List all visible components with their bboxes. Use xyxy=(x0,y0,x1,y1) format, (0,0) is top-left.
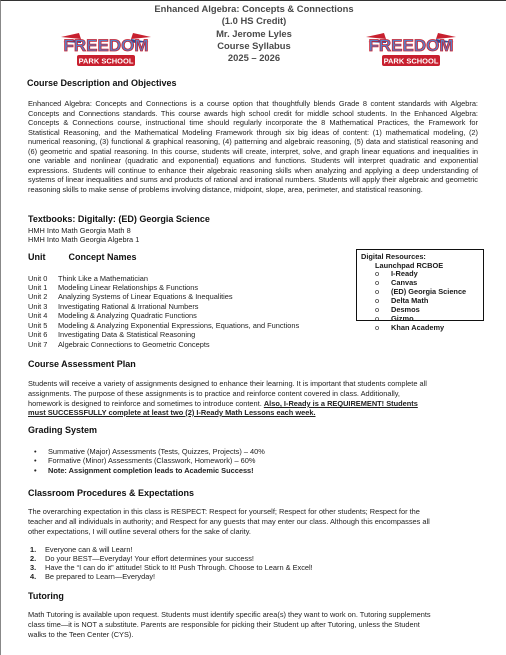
i-ready-requirement: Also, I-Ready is a REQUIREMENT! Students xyxy=(263,399,418,408)
svg-text:FREEDOM: FREEDOM xyxy=(63,36,149,55)
description-title: Course Description and Objectives xyxy=(27,78,177,88)
unit-row: Unit 0 Think Like a Mathematician xyxy=(28,274,148,283)
grading-item-formative: • Formative (Minor) Assessments (Classwork, Homework) – 60% xyxy=(34,456,256,465)
procedures-line: other expectations, I will outline several others for the sake of clarity. xyxy=(28,527,251,536)
i-ready-requirement-detail: must SUCCESSFULLY complete at least two (2) I-Ready Math Lessons each week. xyxy=(28,408,316,417)
unit-row: Unit 7 Algebraic Connections to Geometric Concepts xyxy=(28,340,210,349)
procedures-line: The overarching expectation in this class is RESPECT: Respect for yourself; Respect for other students; Respect for the xyxy=(28,507,420,516)
resource-item-ed-georgia-science: o (ED) Georgia Science xyxy=(375,287,467,296)
unit-row: Unit 5 Modeling & Analyzing Exponential Expressions, Equations, and Functions xyxy=(28,321,300,330)
procedures-line: teacher and all individuals in authority; and Respect for any guests that may enter our class. Although this encompasses all xyxy=(28,517,430,526)
units-header-names: Concept Names xyxy=(68,252,137,262)
grading-item-summative: • Summative (Major) Assessments (Tests, Quizzes, Projects) – 40% xyxy=(34,447,265,456)
expectation-item: 1. Everyone can & will Learn! xyxy=(30,545,133,554)
textbooks-title: Textbooks: Digitally: (ED) Georgia Science xyxy=(28,214,210,224)
unit-row: Unit 6 Investigating Data & Statistical Reasoning xyxy=(28,330,196,339)
course-title: Enhanced Algebra: Concepts & Connections xyxy=(154,3,354,14)
freedom-park-school-logo-right xyxy=(364,27,458,71)
digital-resources-title: Digital Resources: xyxy=(361,252,426,261)
resource-item-khan-academy: o Khan Academy xyxy=(375,323,445,332)
description-body: Enhanced Algebra: Concepts and Connections is a course option that thoughtfully blends Grade 8 content standards with Algebra: Concepts and Connections standards. This course awards high school credit for middle school students. In the Enhanced Algebra: Concepts & Connections course, instructional time should regularly incorporate the 8 Mathematical Practices, the Framework for Statistical Reasoning, and the Mathematical Modeling Framework through six big ideas of content: (1) mathematical modeling, (2) numerical reasoning, (3) functional & graphical reasoning, (4) patterning and algebraic reasoning, (5) data and statistical reasoning and (6) geometric and spatial reasoning. In this course, students will create, interpret, solve, and graph linear equations and inequalities in one variable and nonlinear (quadratic and exponential) equations and functions. Students will interpret quadratic and exponential expressions. Students will continue to enhance their algebraic reasoning skills when analyzing and applying a deep understanding of systems of linear inequalities and sums and products of rational and irrational numbers. Students will apply their algebraic and geometric reasoning skills to make sense of problems involving distance, midpoint, slope, area, perimeter, and statistical reasoning. xyxy=(28,99,478,194)
document-type: Course Syllabus xyxy=(217,39,291,51)
assessment-title: Course Assessment Plan xyxy=(28,359,136,369)
teacher-name: Mr. Jerome Lyles xyxy=(216,27,292,39)
course-header xyxy=(131,3,377,64)
digital-resources-box xyxy=(356,249,484,332)
units-header xyxy=(28,252,137,262)
grading-title: Grading System xyxy=(28,425,98,435)
tutoring-line: walks to the Teen Center (CYS). xyxy=(28,630,134,639)
unit-row: Unit 2 Analyzing Systems of Linear Equations & Inequalities xyxy=(28,292,233,301)
resource-item-canvas: o Canvas xyxy=(375,278,418,287)
resource-item-delta-math: o Delta Math xyxy=(375,296,429,305)
assessment-line: Students will receive a variety of assignments designed to enhance their learning. It is important that students complete all xyxy=(28,379,427,388)
tutoring-line: class time—it is NOT a substitute. Parents are responsible for picking their Student up after Tutoring, unless the Student xyxy=(28,620,420,629)
expectation-item: 3. Have the “I can do it” attitude! Stick to It! Push Through. Choose to Learn & Excel! xyxy=(30,563,313,572)
assessment-line: assignments. The purpose of these assignments is to practice and reinforce content covered in class. Additionally, xyxy=(28,389,400,398)
unit-row: Unit 1 Modeling Linear Relationships & Functions xyxy=(28,283,199,292)
expectation-item: 4. Be prepared to Learn—Everyday! xyxy=(30,572,156,581)
resource-item-desmos: o Desmos xyxy=(375,305,420,314)
textbook-item: HMH Into Math Georgia Algebra 1 xyxy=(28,235,140,244)
svg-text:PARK SCHOOL: PARK SCHOOL xyxy=(383,56,439,66)
unit-row: Unit 3 Investigating Rational & Irrational Numbers xyxy=(28,302,199,311)
units-header-unit: Unit xyxy=(28,252,46,262)
school-year: 2025 – 2026 xyxy=(227,52,281,64)
procedures-title: Classroom Procedures & Expectations xyxy=(28,488,195,498)
digital-resources-subtitle: Launchpad RCBOE xyxy=(375,261,444,270)
course-credit: (1.0 HS Credit) xyxy=(221,15,287,27)
textbook-item: HMH Into Math Georgia Math 8 xyxy=(28,226,131,235)
resource-item-i-ready: o I-Ready xyxy=(375,269,418,278)
svg-text:PARK SCHOOL: PARK SCHOOL xyxy=(78,56,134,66)
unit-row: Unit 4 Modeling & Analyzing Quadratic Functions xyxy=(28,311,197,320)
expectation-item: 2. Do your BEST—Everyday! Your effort determines your success! xyxy=(30,554,254,563)
svg-text:FREEDOM: FREEDOM xyxy=(368,36,454,55)
assessment-line: homework is designed to reinforce and sometimes to introduce content. Also, I-Ready is a REQUIREMENT! Students xyxy=(28,399,418,408)
resource-item-gizmo: o Gizmo xyxy=(375,314,414,323)
tutoring-title: Tutoring xyxy=(28,591,64,601)
tutoring-line: Math Tutoring is available upon request. Students must identify specific area(s) they want to work on. Tutoring supplements xyxy=(28,610,431,619)
grading-note: • Note: Assignment completion leads to Academic Success! xyxy=(34,466,254,475)
